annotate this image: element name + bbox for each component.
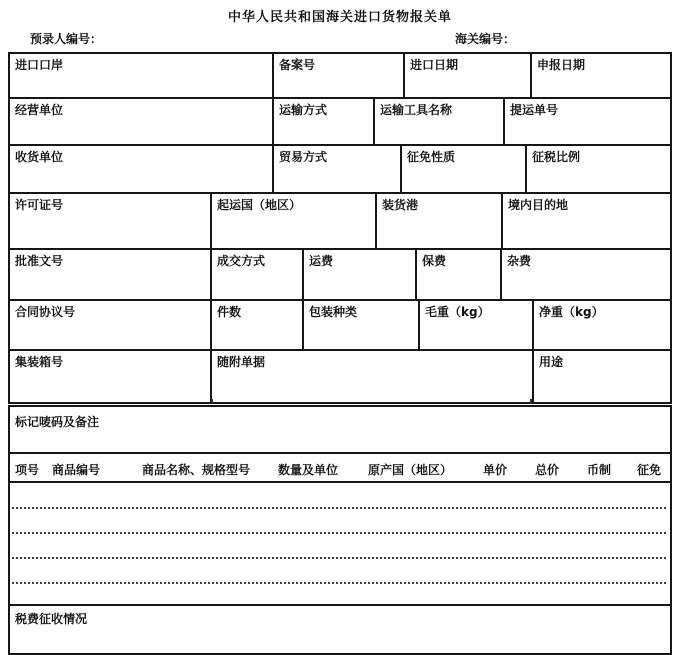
tax-collection-label: 税费征收情况 [15, 612, 88, 626]
field-consignee-unit: 收货单位 [10, 146, 274, 192]
field-declaration-date: 申报日期 [537, 58, 586, 72]
field-record-number: 备案号 [274, 54, 405, 97]
field-insurance: 保费 [417, 250, 502, 299]
field-bill-of-lading-number: 提运单号 [510, 103, 559, 117]
table-row [10, 301, 670, 351]
form-title: 中华人民共和国海关进口货物报关单 [227, 10, 452, 25]
field-transport-mode: 运输方式 [274, 99, 375, 144]
tax-section-divider [10, 604, 670, 606]
goods-row-dotted-line [12, 557, 666, 559]
field-approval-number: 批准文号 [10, 250, 212, 299]
goods-row-dotted-line [12, 507, 666, 509]
field-domestic-destination: 境内目的地 [508, 198, 569, 212]
field-package-count: 件数 [212, 301, 304, 349]
scan-tick-mark [211, 399, 213, 404]
table-row [10, 146, 670, 194]
goods-row-dotted-line [12, 532, 666, 534]
field-import-date: 进口日期 [405, 54, 532, 97]
field-contract-number: 合同协议号 [10, 301, 212, 349]
customs-number-label: 海关编号： [455, 32, 516, 46]
field-license-number: 许可证号 [10, 194, 212, 248]
col-total-price: 总价 [535, 463, 560, 477]
field-net-weight: 净重（kg） [539, 305, 604, 319]
field-gross-weight: 毛重（kg） [420, 301, 534, 349]
col-commodity-code: 商品编号 [52, 463, 101, 477]
main-info-table [8, 52, 672, 404]
col-item-number: 项号 [15, 463, 40, 477]
field-package-type: 包装种类 [304, 301, 420, 349]
field-operating-unit: 经营单位 [10, 99, 274, 144]
table-row [10, 194, 670, 250]
pre-entry-number-label: 预录人编号： [30, 32, 103, 46]
field-loading-port: 装货港 [377, 194, 503, 248]
goods-row-dotted-line [12, 582, 666, 584]
table-row [10, 54, 670, 99]
col-quantity-unit: 数量及单位 [278, 463, 339, 477]
field-transport-tool-name: 运输工具名称 [375, 99, 505, 144]
field-usage: 用途 [539, 355, 564, 369]
field-misc-fees: 杂费 [507, 254, 532, 268]
table-row [10, 351, 670, 402]
col-commodity-name-spec: 商品名称、规格型号 [142, 463, 251, 477]
table-row [10, 250, 670, 301]
scan-tick-mark [530, 399, 532, 404]
field-tax-ratio: 征税比例 [532, 150, 581, 164]
col-origin-country: 原产国（地区） [368, 463, 453, 477]
field-transaction-mode: 成交方式 [212, 250, 304, 299]
field-departure-country: 起运国（地区） [212, 194, 377, 248]
field-container-number: 集装箱号 [10, 351, 212, 402]
col-levy-exempt: 征免 [637, 463, 662, 477]
field-attached-documents: 随附单据 [212, 351, 534, 402]
table-row [10, 99, 670, 146]
field-trade-mode: 贸易方式 [274, 146, 402, 192]
field-levy-exempt-nature: 征免性质 [402, 146, 527, 192]
field-freight: 运费 [304, 250, 417, 299]
goods-columns-header [10, 452, 670, 483]
field-import-port: 进口口岸 [10, 54, 274, 97]
col-currency: 币制 [587, 463, 612, 477]
marks-and-remarks-label: 标记唛码及备注 [15, 415, 100, 429]
col-unit-price: 单价 [483, 463, 508, 477]
goods-detail-section [8, 405, 672, 655]
